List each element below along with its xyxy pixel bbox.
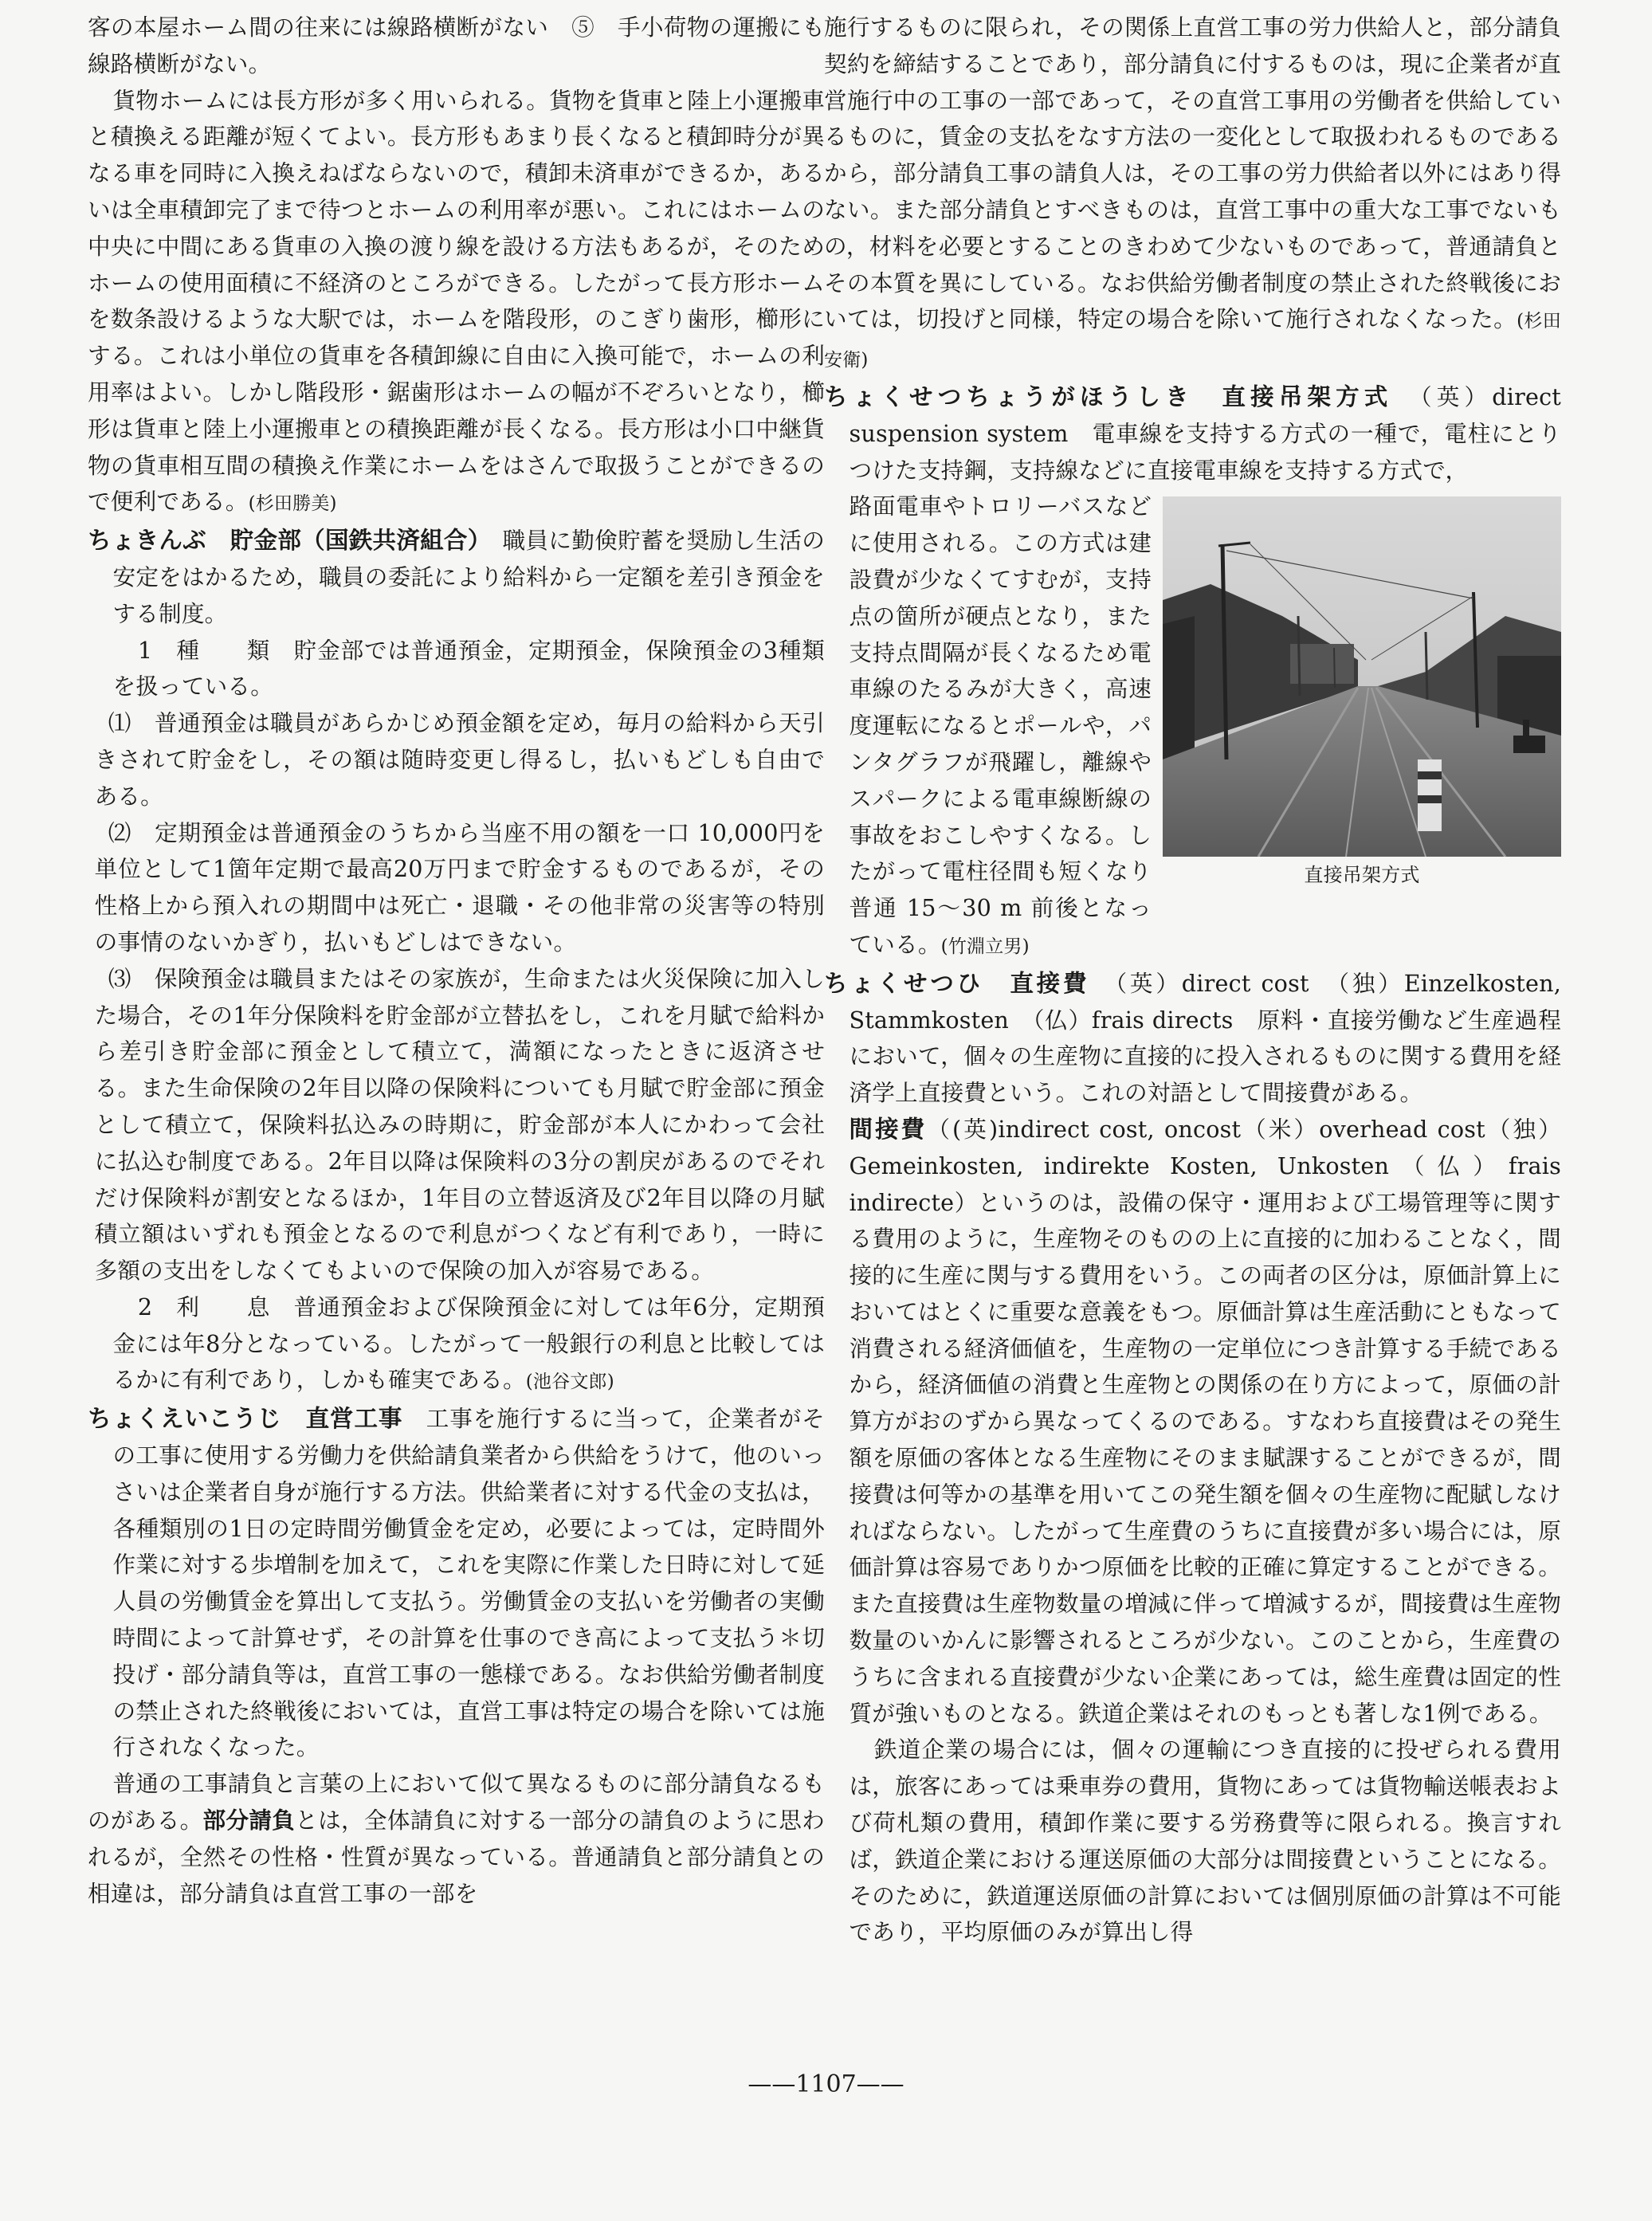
paragraph: 鉄道企業の場合には，個々の運輸につき直接的に投ぜられる費用は，旅客にあっては乗車券の費用，貨物にあっては貨物輸送帳表および荷札類の費用，積卸作業に要する労務費等に限られる。換言すれば，鉄道企業における運送原価の大部分は間接費ということになる。そのために，鉄道運送原価の計算においては個別原価の計算は不可能であり，平均原価のみが算出し得 — [849, 1736, 1561, 1946]
section: 2 利 息 普通預金および保険預金に対しては年6分，定期預金には年8分となっている。したがって一般銀行の利息と比較してはるかに有利であり，しかも確実である。(池谷文郎) — [112, 1293, 825, 1394]
street-photo-image — [1163, 496, 1561, 857]
entry-chokueikouji: ちょくえいこうじ 直営工事 工事を施行するに当って，企業者がその工事に使用する労働力を供給請負業者から供給をうけて，他のいっさいは企業者自身が施行する方法。供給業者に対する代金の支払は，各種類別の1日の定時間労働賃金を定め，必要によっては，定時間外作業に対する歩増制を加えて，これを実際に作業した日時に対して延人員の労働賃金を算出して支払う。労働賃金の支払いを労働者の実働時間によって計算せず，その計算を仕事のでき高によって支払う＊切投げ・部分請負等は，直営工事の一態様である。なお供給労働者制度の禁止された終戦後においては，直営工事は特定の場合を除いては施行されなくなった。 — [88, 1405, 825, 1761]
entry-chokusetsuchougahoushiki: ちょくせつちょうがほうしき 直接吊架方式 （英）direct suspension system 電車線を支持する方式の一種で，電柱にとりつけた支持鋼，支持線などに直接電車線を支持する方式で， — [824, 383, 1561, 484]
figure-caption: 直接吊架方式 — [1304, 864, 1420, 887]
right-column — [824, 10, 1561, 1951]
section: 1 種 類 貯金部では普通預金，定期預金，保険預金の3種類を扱っている。 — [112, 636, 825, 700]
section-title: 2 利 息 — [137, 1293, 271, 1320]
paragraph: 施行するものに限られ，その関係上直営工事の労力供給人と，部分請負契約を締結することであり，部分請負に付するものは，現に企業者が直営施行中の工事の一部であって，その直営工事用の労働者を供給しているものに，賃金の支払をなす方法の一変化として取扱われるものであるから，部分請負工事の請負人は，その工事の労力供給者以外にはあり得ない。また部分請負とすべきものは，直営工事中の重大な工事でないもの，材料を必要とすることのきわめて少ないものであって，普通請負とその本質を異にしている。なお供給労働者制度の禁止された終戦後においては，切投げと同様，特定の場合を除いて施行されなくなった。(杉田安衛) — [824, 14, 1561, 371]
author: (杉田安衛) — [824, 311, 1561, 371]
entry-headword: ちょきんぶ 貯金部（国鉄共済組合） — [88, 527, 480, 555]
entry-chokusetsuhi: ちょくせつひ 直接費 （英）direct cost （独）Einzelkosten, Stammkosten （仏）frais directs 原料・直接労働など生産過程において，個々の生産物に直接的に投入されるものに関する費用を経済学上直接費という。これの対語として間接費がある。 — [824, 969, 1561, 1107]
bold-term: 間接費 — [849, 1115, 928, 1143]
paragraph: 間接費（(英)indirect cost, oncost（米）overhead cost（独）Gemeinkosten, indirekte Kosten, Unkosten（仏）frais indirecte）というのは，設備の保守・運用および工場管理等に関する費用のように，生産物そのものの上に直接的に加わることなく，間接的に生産に関与する費用をいう。この両者の区分は，原価計算上においてはとくに重要な意義をもつ。原価計算は生産活動にともなって消費される経済価値を，生産物の一定単位につき計算する手続であるから，経済価値の消費と生産物との関係の在り方によって，原価の計算方がおのずから異なってくるのである。すなわち直接費はその発生額を原価の客体となる生産物にそのまま賦課することができるが，間接費は何等かの基準を用いてこの発生額を個々の生産物に配賦しなければならない。したがって生産費のうちに直接費が多い場合には，原価計算は容易でありかつ原価を比較的正確に算定することができる。また直接費は生産物数量の増減に伴って増減するが，間接費は生産物数量のいかんに影響されるところが少ない。このことから，生産費のうちに含まれる直接費が少ない企業にあっては，総生産費は固定的性質が強いものとなる。鉄道企業はそれのもっとも著しな1例である。 — [849, 1115, 1562, 1727]
entry-headword: ちょくせつちょうがほうしき 直接吊架方式 — [824, 383, 1393, 410]
author: (池谷文郎) — [525, 1371, 614, 1393]
section-title: 1 種 類 — [137, 636, 271, 664]
list-item: ⑶ 保険預金は職員またはその家族が，生命または火災保険に加入した場合，その1年分保険料を貯金部が立替払をし，これを月賦で給料から差引き貯金部に預金として積立て，満額になったときに返済させる。また生命保険の2年目以降の保険料についても月賦で貯金部に預金として積立て，保険料払込みの時期に，貯金部が本人にかわって会社に払込む制度である。2年目以降は保険料の3分の割戻があるのでそれだけ保険料が割安となるほか，1年目の立替返済及び2年目以降の月賦積立額はいずれも預金となるので利息がつくなど有利であり，一時に多額の支出をしなくてもよいので保険の加入が容易である。 — [94, 964, 825, 1285]
left-column — [88, 10, 825, 1912]
paragraph: 普通の工事請負と言葉の上において似て異なるものに部分請負なるものがある。部分請負とは，全体請負に対する一部分の請負のように思われるが，全然その性格・性質が異なっている。普通請負と部分請負との相違は，部分請負は直営工事の一部を — [88, 1770, 825, 1907]
author: (竹淵立男) — [940, 936, 1030, 957]
list-item: ⑴ 普通預金は職員があらかじめ預金額を定め，毎月の給料から天引きされて貯金をし，その額は随時変更し得るし，払いもどしも自由である。 — [94, 709, 825, 810]
page-number: ——1107—— — [748, 2070, 904, 2098]
figure — [1163, 496, 1561, 889]
list-item: ⑵ 定期預金は普通預金のうちから当座不用の額を一口 10,000円を単位として1箇年定期で最高20万円まで貯金するものであるが，その性格上から預入れの期間中は死亡・退職・その他非常の災害等の特別の事情のないかぎり，払いもどしはできない。 — [94, 818, 825, 956]
bold-term: 部分請負 — [202, 1807, 296, 1834]
author: (杉田勝美) — [248, 493, 337, 515]
entry-headword: ちょくせつひ 直接費 — [824, 969, 1090, 997]
entry-chokinbu: ちょきんぶ 貯金部（国鉄共済組合） 職員に勤倹貯蓄を奨励し生活の安定をはかるため，職員の委託により給料から一定額を差引き預金をする制度。 — [88, 527, 825, 627]
entry-headword: ちょくえいこうじ 直営工事 — [88, 1405, 403, 1433]
paragraph: 貨物ホームには長方形が多く用いられる。貨物を貨車と陸上小運搬車と積換える距離が短くてよい。長方形もあまり長くなると積卸時分が異なる車を同時に入換えねばならないので，積卸未済車ができるか，あるいは全車積卸完了まで待つとホームの利用率が悪い。これにはホームの中央に中間にある貨車の入換の渡り線を設ける方法もあるが，そのためホームの使用面積に不経済のところができる。したがって長方形ホームを数条設けるような大駅では，ホームを階段形，のこぎり歯形，櫛形にする。これは小単位の貨車を各積卸線に自由に入換可能で，ホームの利用率はよい。しかし階段形・鋸歯形はホームの幅が不ぞろいとなり，櫛形は貨車と陸上小運搬車との積換距離が長くなる。長方形は小口中継貨物の貨車相互間の積換え作業にホームをはさんで取扱うことができるので便利である。(杉田勝美) — [88, 86, 825, 516]
paragraph: 客の本屋ホーム間の往来には線路横断がない ⑤ 手小荷物の運搬にも線路横断がない。 — [88, 14, 825, 77]
entry-continuation: 直接吊架方式 路面電車やトロリーバスなどに使用される。この方式は建設費が少なくてすむが，支持点の箇所が硬点となり，また支持点間隔が長くなるため電車線のたるみが大きく，高速度運転になるとポールや，パンタグラフが飛躍し，離線やスパークによる電車線断線の事故をおこしやすくなる。したがって電柱径間も短くなり普通 15～30 m 前後となっている。(竹淵立男) — [824, 489, 1561, 965]
